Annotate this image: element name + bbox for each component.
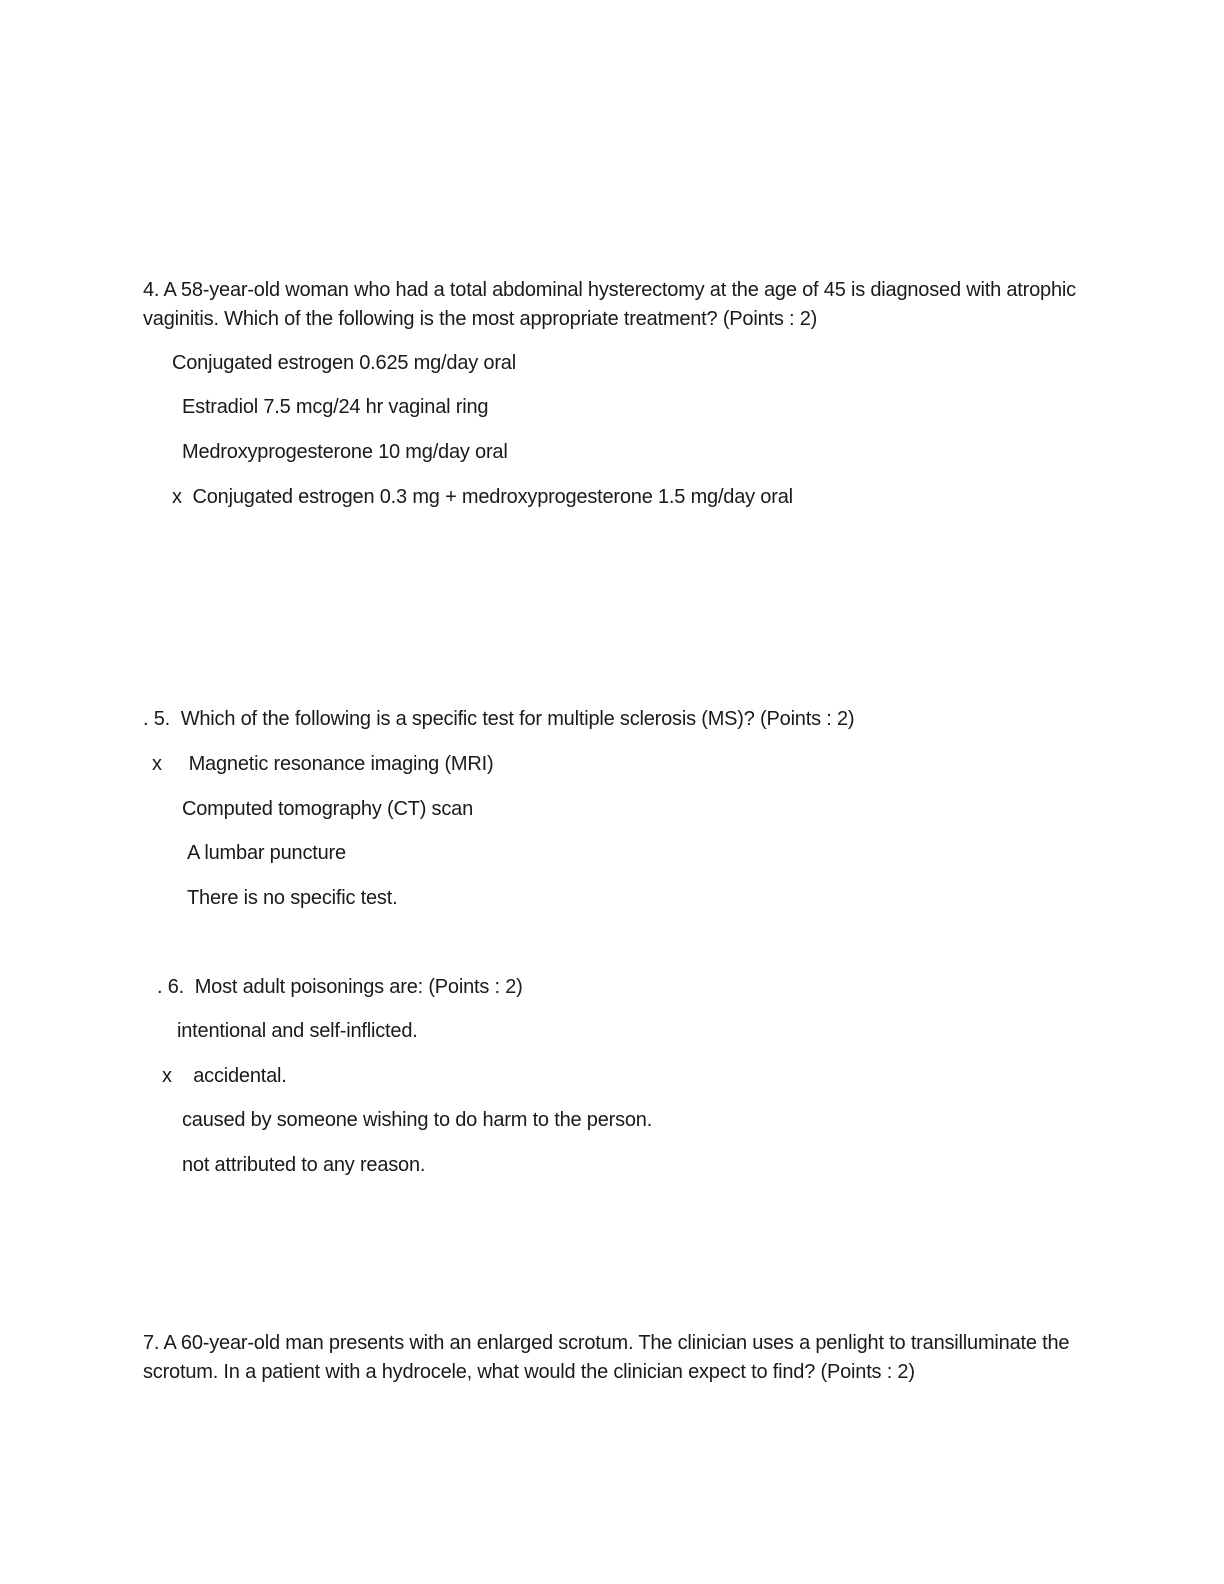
question-6-option-a: intentional and self-inflicted. <box>177 1020 418 1042</box>
question-6-option-b: x accidental. <box>162 1065 287 1087</box>
question-6-stem: . 6. Most adult poisonings are: (Points : 2) <box>157 976 523 998</box>
question-4-stem: 4. A 58-year-old woman who had a total abdominal hysterectomy at the age of 45 is diagnosed with atrophic vaginitis. Which of the following is the most appropriate treatment? (Points : 2) <box>143 279 1076 330</box>
question-4-option-b: Estradiol 7.5 mcg/24 hr vaginal ring <box>182 396 489 418</box>
question-5-stem: . 5. Which of the following is a specific test for multiple sclerosis (MS)? (Points : 2) <box>143 708 855 730</box>
question-5-option-c: A lumbar puncture <box>187 842 346 864</box>
question-5-option-a: x Magnetic resonance imaging (MRI) <box>152 753 494 775</box>
question-4-option-d: x Conjugated estrogen 0.3 mg + medroxyprogesterone 1.5 mg/day oral <box>172 486 793 508</box>
question-4-option-c: Medroxyprogesterone 10 mg/day oral <box>182 441 508 463</box>
question-5-option-b: Computed tomography (CT) scan <box>182 798 473 820</box>
question-4-option-a: Conjugated estrogen 0.625 mg/day oral <box>172 352 516 374</box>
question-5-option-d: There is no specific test. <box>187 887 398 909</box>
question-6-option-c: caused by someone wishing to do harm to the person. <box>182 1109 653 1131</box>
question-6-option-d: not attributed to any reason. <box>182 1154 426 1176</box>
question-7-stem: 7. A 60-year-old man presents with an enlarged scrotum. The clinician uses a penlight to transilluminate the scrotum. In a patient with a hydrocele, what would the clinician expect to find? (Points : 2) <box>143 1332 1070 1383</box>
